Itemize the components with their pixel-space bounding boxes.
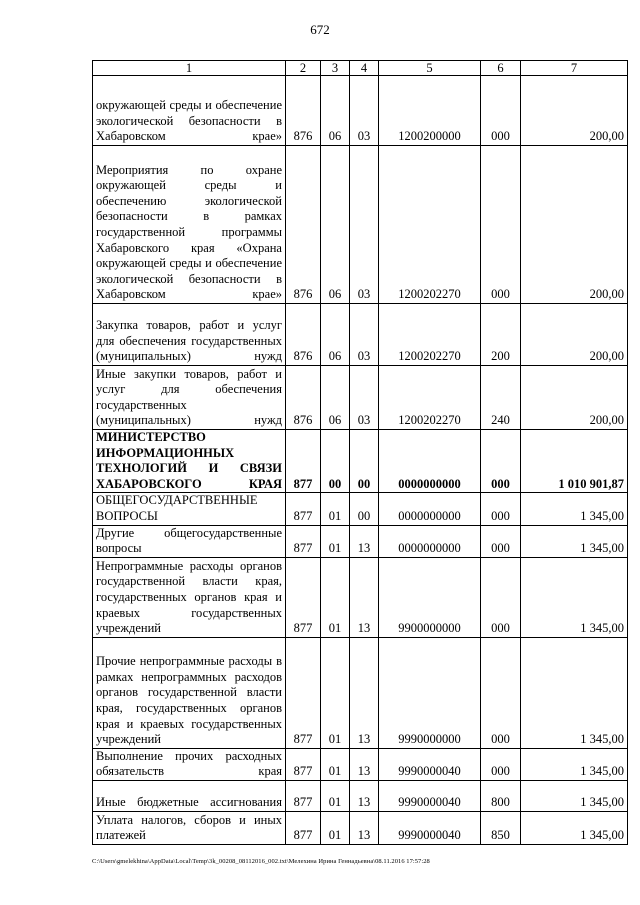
- row-csr: 1200202270: [379, 304, 481, 366]
- row-ved: 877: [286, 780, 321, 811]
- row-rz: 01: [321, 637, 350, 748]
- row-pr: 03: [350, 366, 379, 430]
- row-csr: 9990000000: [379, 637, 481, 748]
- table-row: [93, 304, 628, 366]
- column-header: 2: [286, 61, 321, 76]
- row-amount: 200,00: [521, 304, 628, 366]
- row-rz: 01: [321, 493, 350, 525]
- table-row: [93, 637, 628, 748]
- row-ved: 877: [286, 748, 321, 780]
- table-row: [93, 493, 628, 525]
- row-ved: 877: [286, 637, 321, 748]
- row-ved: 876: [286, 146, 321, 304]
- row-pr: 13: [350, 557, 379, 637]
- row-pr: 03: [350, 304, 379, 366]
- column-header: 6: [481, 61, 521, 76]
- row-pr: 13: [350, 525, 379, 557]
- row-rz: 01: [321, 780, 350, 811]
- row-amount: 1 345,00: [521, 525, 628, 557]
- row-csr: 9990000040: [379, 748, 481, 780]
- file-path-footer: C:\Users\gmelekhina\AppData\Local\Temp\3k_00208_08112016_002.txt\Мелехина Ирина Геннадьевна\08.11.2016 17:57:28: [92, 858, 430, 865]
- row-pr: 13: [350, 780, 379, 811]
- row-ved: 876: [286, 366, 321, 430]
- row-name: Другие общегосударственные вопросы: [93, 525, 286, 557]
- row-vr: 000: [481, 76, 521, 146]
- row-amount: 1 345,00: [521, 748, 628, 780]
- row-amount: 200,00: [521, 366, 628, 430]
- row-name: ОБЩЕГОСУДАРСТВЕННЫЕ ВОПРОСЫ: [93, 493, 286, 525]
- row-ved: 876: [286, 304, 321, 366]
- row-vr: 000: [481, 146, 521, 304]
- row-vr: 200: [481, 304, 521, 366]
- row-name: Мероприятия по охране окружающей среды и обеспечению экологической безопасности в рамках государственной программы Хабаровского края «Охрана окружающей среды и обеспечение экологической безопасности в Хабаровском крае»: [93, 146, 286, 304]
- table-row: [93, 525, 628, 557]
- table-row: [93, 748, 628, 780]
- row-name: МИНИСТЕРСТВО ИНФОРМАЦИОННЫХ ТЕХНОЛОГИЙ И СВЯЗИ ХАБАРОВСКОГО КРАЯ: [93, 430, 286, 493]
- row-rz: 00: [321, 430, 350, 493]
- row-name: Иные бюджетные ассигнования: [93, 780, 286, 811]
- row-amount: 1 345,00: [521, 811, 628, 844]
- row-vr: 000: [481, 748, 521, 780]
- row-rz: 06: [321, 146, 350, 304]
- row-rz: 06: [321, 76, 350, 146]
- table-row: [93, 430, 628, 493]
- row-amount: 200,00: [521, 76, 628, 146]
- row-csr: 0000000000: [379, 430, 481, 493]
- row-pr: 13: [350, 811, 379, 844]
- row-vr: 800: [481, 780, 521, 811]
- row-rz: 06: [321, 304, 350, 366]
- column-header: 3: [321, 61, 350, 76]
- row-csr: 9990000040: [379, 811, 481, 844]
- row-rz: 01: [321, 748, 350, 780]
- row-ved: 877: [286, 430, 321, 493]
- row-csr: 1200200000: [379, 76, 481, 146]
- table-row: [93, 366, 628, 430]
- row-name: Непрограммные расходы органов государственной власти края, государственных органов края и краевых государственных учреждений: [93, 557, 286, 637]
- row-ved: 877: [286, 493, 321, 525]
- row-ved: 877: [286, 525, 321, 557]
- row-name: окружающей среды и обеспечение экологической безопасности в Хабаровском крае»: [93, 76, 286, 146]
- row-csr: 0000000000: [379, 525, 481, 557]
- row-name: Выполнение прочих расходных обязательств края: [93, 748, 286, 780]
- row-pr: 13: [350, 748, 379, 780]
- row-pr: 03: [350, 76, 379, 146]
- row-name: Уплата налогов, сборов и иных платежей: [93, 811, 286, 844]
- row-rz: 01: [321, 525, 350, 557]
- table-row: [93, 76, 628, 146]
- row-amount: 1 345,00: [521, 493, 628, 525]
- row-vr: 000: [481, 637, 521, 748]
- row-name: Закупка товаров, работ и услуг для обеспечения государственных (муниципальных) нужд: [93, 304, 286, 366]
- row-csr: 9990000040: [379, 780, 481, 811]
- row-amount: 1 345,00: [521, 780, 628, 811]
- row-amount: 1 345,00: [521, 557, 628, 637]
- column-header: 1: [93, 61, 286, 76]
- row-pr: 03: [350, 146, 379, 304]
- row-ved: 876: [286, 76, 321, 146]
- row-pr: 13: [350, 637, 379, 748]
- column-header: 7: [521, 61, 628, 76]
- column-header: 4: [350, 61, 379, 76]
- table-row: [93, 557, 628, 637]
- column-header: 5: [379, 61, 481, 76]
- row-name: Прочие непрограммные расходы в рамках непрограммных расходов органов государственной власти края, государственных органов края и краевых государственных учреждений: [93, 637, 286, 748]
- budget-table: [92, 60, 628, 845]
- row-csr: 1200202270: [379, 366, 481, 430]
- header-row: [93, 61, 628, 76]
- row-csr: 1200202270: [379, 146, 481, 304]
- row-pr: 00: [350, 430, 379, 493]
- row-amount: 1 010 901,87: [521, 430, 628, 493]
- row-ved: 877: [286, 557, 321, 637]
- table-row: [93, 780, 628, 811]
- row-csr: 0000000000: [379, 493, 481, 525]
- page-number: 672: [310, 22, 330, 37]
- row-name: Иные закупки товаров, работ и услуг для обеспечения государственных (муниципальных) нужд: [93, 366, 286, 430]
- row-vr: 000: [481, 493, 521, 525]
- row-vr: 000: [481, 525, 521, 557]
- row-vr: 850: [481, 811, 521, 844]
- row-rz: 01: [321, 811, 350, 844]
- table-row: [93, 811, 628, 844]
- row-pr: 00: [350, 493, 379, 525]
- row-rz: 06: [321, 366, 350, 430]
- row-amount: 200,00: [521, 146, 628, 304]
- row-vr: 240: [481, 366, 521, 430]
- row-vr: 000: [481, 430, 521, 493]
- row-csr: 9900000000: [379, 557, 481, 637]
- row-vr: 000: [481, 557, 521, 637]
- row-rz: 01: [321, 557, 350, 637]
- table-row: [93, 146, 628, 304]
- row-amount: 1 345,00: [521, 637, 628, 748]
- row-ved: 877: [286, 811, 321, 844]
